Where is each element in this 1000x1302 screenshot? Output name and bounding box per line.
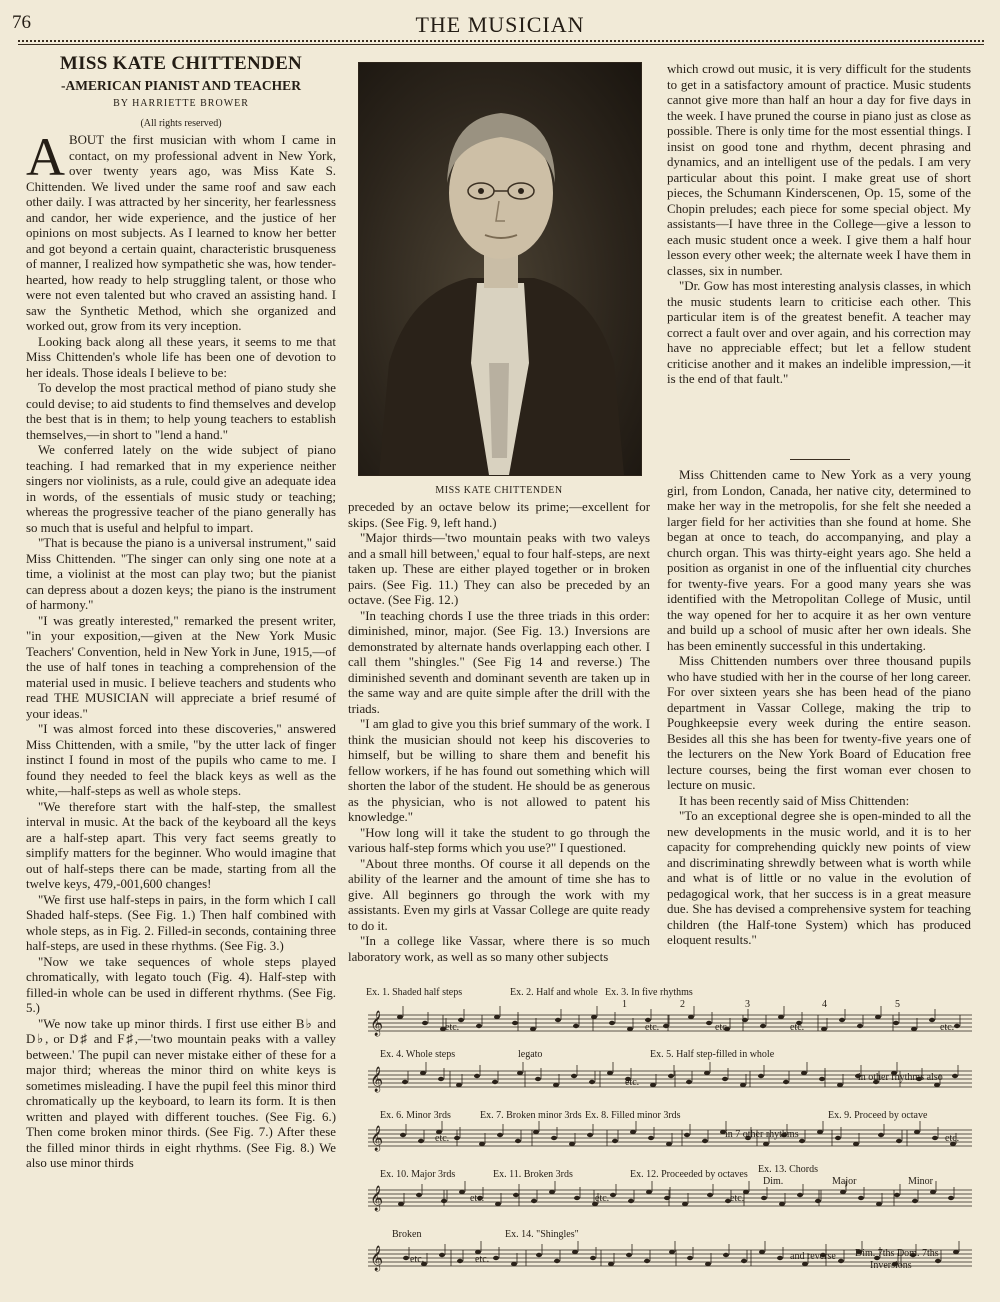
ex3-label: Ex. 3. In five rhythms: [605, 987, 693, 998]
etc-mark: etc.: [715, 1022, 730, 1033]
note-head: [569, 1142, 575, 1146]
note-head: [839, 1018, 845, 1022]
note-head: [704, 1071, 710, 1075]
note-head: [495, 1202, 501, 1206]
paragraph: To develop the most practical method of piano study she could devise; to aid students to find themselves and develop the best that is in them; to help young teachers to establish themselves,—in short to "lend a hand.": [26, 381, 336, 442]
note-head: [587, 1133, 593, 1137]
paragraph: Miss Chittenden came to New York as a very young girl, from London, Canada, her native city, determined to make her way in the metropolis, for she felt she needed a larger field for her activities than she found at home. She began at once to teach, do accompanying, and play a church organ. This was thirty-eight years ago. She held a position as organist in one of the influential city churches for twenty-five years. For a good many years she was identified with the Metropolitan College of Music, until the way opened for her to acquire it as her own venture and build up a school of music after her own ideals. She has been eminently successful in this undertaking.: [667, 468, 971, 653]
note-head: [553, 1083, 559, 1087]
note-head: [571, 1074, 577, 1078]
note-head: [589, 1080, 595, 1084]
music-notes: [397, 1006, 960, 1266]
note-head: [422, 1021, 428, 1025]
note-head: [646, 1190, 652, 1194]
paragraph: "In a college like Vassar, where there is so much laboratory work, as well as so many other subjects: [348, 934, 650, 964]
note-head: [608, 1262, 614, 1266]
note-head: [777, 1256, 783, 1260]
note-head: [439, 1253, 445, 1257]
column-3: [667, 62, 971, 388]
note-head: [783, 1080, 789, 1084]
note-head: [494, 1015, 500, 1019]
etc-mark: etc.: [790, 1022, 805, 1033]
note-head: [612, 1139, 618, 1143]
ex5-label: Ex. 5. Half step-filled in whole: [650, 1049, 775, 1060]
note-head: [573, 1024, 579, 1028]
note-head: [668, 1074, 674, 1078]
major-label: Major: [832, 1176, 857, 1187]
paragraph: "We first use half-steps in pairs, in the form which I call Shaded half-steps. (See Fig. 1.) Then half combined with whole steps, as in Fig. 2. Filled-in seconds, containing three half-steps, are used in these rhythms. (See Fig. 3.): [26, 892, 336, 953]
etc-mark: etc.: [625, 1077, 640, 1088]
note-head: [929, 1018, 935, 1022]
column-1: [26, 53, 336, 1172]
note-head: [492, 1080, 498, 1084]
note-head: [799, 1139, 805, 1143]
rhythm-3: 3: [745, 999, 750, 1010]
treble-clef: 𝄞: [370, 1066, 384, 1091]
page-number: 76: [12, 12, 31, 33]
note-head: [438, 1077, 444, 1081]
note-head: [705, 1262, 711, 1266]
note-head: [609, 1021, 615, 1025]
note-head: [932, 1136, 938, 1140]
byline: BY HARRIETTE BROWER: [113, 98, 249, 109]
note-head: [454, 1136, 460, 1140]
note-head: [398, 1202, 404, 1206]
note-head: [644, 1259, 650, 1263]
note-head: [551, 1136, 557, 1140]
note-head: [397, 1015, 403, 1019]
note-head: [650, 1083, 656, 1087]
note-head: [878, 1133, 884, 1137]
note-head: [952, 1074, 958, 1078]
note-head: [686, 1080, 692, 1084]
note-head: [896, 1139, 902, 1143]
note-head: [497, 1133, 503, 1137]
etc-mark: etc.: [730, 1193, 745, 1204]
note-head: [610, 1193, 616, 1197]
note-head: [515, 1139, 521, 1143]
paragraph: It has been recently said of Miss Chittenden:: [679, 793, 910, 808]
note-head: [702, 1139, 708, 1143]
note-head: [549, 1190, 555, 1194]
etc-mark: etc.: [595, 1193, 610, 1204]
paragraph: We conferred lately on the wide subject of piano teaching. I had remarked that in my experience neither singers nor violinists, as a rule, could give an adequate idea in words, of the essentials of music study or teaching; whereas the progressive teacher of the piano generally has so much that is useful and helpful to impart.: [26, 443, 336, 535]
header-rule: [18, 40, 984, 42]
note-head: [840, 1190, 846, 1194]
ex6-label: Ex. 6. Minor 3rds: [380, 1110, 451, 1121]
note-head: [669, 1250, 675, 1254]
note-head: [630, 1130, 636, 1134]
note-head: [742, 1018, 748, 1022]
ex4-label: Ex. 4. Whole steps: [380, 1049, 456, 1060]
rhythm-5: 5: [895, 999, 900, 1010]
note-head: [758, 1074, 764, 1078]
note-head: [626, 1253, 632, 1257]
note-head: [517, 1071, 523, 1075]
note-head: [707, 1193, 713, 1197]
etc-mark: etc.: [410, 1254, 425, 1265]
note-head: [535, 1077, 541, 1081]
note-head: [664, 1196, 670, 1200]
note-head: [893, 1021, 899, 1025]
note-head: [420, 1071, 426, 1075]
note-head: [914, 1130, 920, 1134]
note-head: [802, 1262, 808, 1266]
etc-mark: etc.: [645, 1022, 660, 1033]
photo-caption: MISS KATE CHITTENDEN: [435, 485, 563, 496]
note-head: [555, 1018, 561, 1022]
note-head: [954, 1024, 960, 1028]
note-head: [912, 1199, 918, 1203]
note-head: [418, 1139, 424, 1143]
note-head: [875, 1015, 881, 1019]
music-labels: [366, 987, 959, 1271]
paragraph: "Dr. Gow has most interesting analysis classes, in which the music students learn to criticise each other. This particular item is of the greatest benefit. A teacher may correct a fault over and over again, and his correction may have no appreciable effect; but let a fellow student criticise another and it makes an indelible impression,—it is the end of that fault.": [667, 279, 971, 386]
rhythm-4: 4: [822, 999, 827, 1010]
note-head: [797, 1193, 803, 1197]
note-head: [474, 1074, 480, 1078]
note-head: [819, 1077, 825, 1081]
note-head: [531, 1199, 537, 1203]
paragraph: Miss Chittenden numbers over three thousand pupils who have studied with her in the course of her long career. For over sixteen years she has been head of the piano department in Vassar College, making the trip to Poughkeepsie every week during the entire season. Besides all this she has been for twenty-five years one of the lecturers on the New York Board of Education free lecture courses, being the first woman ever chosen to lecture on music.: [667, 654, 971, 792]
paragraph: Looking back along all these years, it seems to me that Miss Chittenden's whole life has been one of devotion to her ideals. Those ideals I believe to be:: [26, 334, 336, 380]
sevenths-label: Dim. 7ths Dom. 7ths: [855, 1248, 939, 1259]
note-head: [476, 1024, 482, 1028]
paragraph: "How long will it take the student to go through the various half-step forms which you use?" I questioned.: [348, 825, 650, 855]
treble-clef: 𝄞: [370, 1245, 384, 1270]
note-head: [857, 1024, 863, 1028]
ex8-label: Ex. 8. Filled minor 3rds: [585, 1110, 681, 1121]
note-head: [815, 1199, 821, 1203]
other-rhythms-label: in other rhythms also: [858, 1072, 943, 1083]
ex10-label: Ex. 10. Major 3rds: [380, 1169, 456, 1180]
note-head: [400, 1133, 406, 1137]
note-head: [416, 1193, 422, 1197]
note-head: [441, 1199, 447, 1203]
reverse-label: and reverse: [790, 1251, 836, 1262]
note-head: [763, 1142, 769, 1146]
note-head: [876, 1202, 882, 1206]
note-head: [554, 1259, 560, 1263]
note-head: [572, 1250, 578, 1254]
ex11-label: Ex. 11. Broken 3rds: [493, 1169, 573, 1180]
note-head: [607, 1071, 613, 1075]
ex7-label: Ex. 7. Broken minor 3rds: [480, 1110, 582, 1121]
note-head: [858, 1196, 864, 1200]
music-examples: [360, 985, 980, 1290]
note-head: [778, 1015, 784, 1019]
note-head: [930, 1190, 936, 1194]
note-head: [493, 1256, 499, 1260]
note-head: [934, 1083, 940, 1087]
note-head: [590, 1256, 596, 1260]
paragraph: "We now take up minor thirds. I first use either B♭ and D♭, or D♯ and F♯,—'two mountain peaks with a valley between.' The pupil can never mistake either of these for a major third; whereas the minor third on white keys is sometimes misleading. I have the pupil feel this minor third chromatically up the keyboard, to learn its form. It is then written and played with different touches. (See Fig. 6.) Then come broken minor thirds. (See Fig. 7.) After these the filled minor thirds in eight rhythms. (See Fig. 8.) We also use minor thirds: [26, 1016, 336, 1170]
note-head: [722, 1077, 728, 1081]
column-2: [348, 500, 650, 965]
note-head: [533, 1130, 539, 1134]
paragraph: preceded by an octave below its prime;—excellent for skips. (See Fig. 9, left hand.): [348, 500, 650, 530]
note-head: [684, 1133, 690, 1137]
treble-clef: 𝄞: [370, 1010, 384, 1035]
note-head: [801, 1071, 807, 1075]
note-head: [402, 1080, 408, 1084]
paragraph: "Now we take sequences of whole steps played chromatically, with legato touch (Fig. 4). Half-step with filled-in whole can be used in different rhythms. (See Fig. 5.): [26, 954, 336, 1015]
note-head: [457, 1259, 463, 1263]
treble-clef: 𝄞: [370, 1125, 384, 1150]
ex9-label: Ex. 9. Proceed by octave: [828, 1110, 928, 1121]
note-head: [759, 1250, 765, 1254]
paragraph: "We therefore start with the half-step, the smallest interval in music. At the back of the keyboard all the keys are a half-step apart. This very fact seems greatly to simplify matters for the beginner. Who would imagine that out of half-steps there can be made, starting from all the twelve keys, 479,-001,600 changes!: [26, 799, 336, 891]
note-head: [835, 1136, 841, 1140]
note-head: [911, 1027, 917, 1031]
inversions-label: Inversions: [870, 1260, 912, 1271]
note-head: [403, 1256, 409, 1260]
dim-label: Dim.: [763, 1176, 784, 1187]
ex13-label: Ex. 13. Chords: [758, 1164, 818, 1175]
portrait-illustration: [359, 63, 641, 475]
note-head: [530, 1027, 536, 1031]
ex14-label: Ex. 14. "Shingles": [505, 1229, 579, 1240]
paragraph: "I was almost forced into these discoveries," answered Miss Chittenden, with a smile, "by the utter lack of finger instinct I found in most of the pupils who came to me. I found they needed to feel the black keys as well as the white,—half-steps as well as whole steps.: [26, 722, 336, 798]
note-head: [706, 1021, 712, 1025]
note-head: [511, 1262, 517, 1266]
etc-mark: etc.: [940, 1022, 955, 1033]
etc-mark: etc.: [435, 1133, 450, 1144]
drop-cap: A: [26, 127, 65, 187]
note-head: [666, 1142, 672, 1146]
paragraph: "About three months. Of course it all depends on the ability of the learner and the amount of time she has to give. All beginners go through the work with my assistants. Even my girls at Vassar College are quite ready to do it.: [348, 856, 650, 933]
rhythm-2: 2: [680, 999, 685, 1010]
note-head: [648, 1136, 654, 1140]
paragraph: "In teaching chords I use the three triads in this order: diminished, minor, major. (See Fig. 13.) Inversions are demonstrated by alternate hands overlapping each other. I call them "shingles." (See Fig 14 and reverse.) The diminished seventh and dominant seventh are taken up in the same way and are quite simple after the drill with the triads.: [348, 608, 650, 716]
note-head: [853, 1142, 859, 1146]
ex2-label: Ex. 2. Half and whole: [510, 987, 598, 998]
note-head: [688, 1015, 694, 1019]
note-head: [574, 1196, 580, 1200]
note-head: [513, 1193, 519, 1197]
minor-label: Minor: [908, 1176, 933, 1187]
broken-label: Broken: [392, 1229, 422, 1240]
note-head: [894, 1193, 900, 1197]
legato-label: legato: [518, 1049, 543, 1060]
note-head: [779, 1202, 785, 1206]
paragraph: "I am glad to give you this brief summary of the work. I think the musician should not keep his discoveries to himself, but be willing to share them and benefit his fellow workers, if he has found out something which will shorten the labor of the student. He should be as generous as the physician, who is not allowed to patent his knowledge.": [348, 717, 650, 824]
portrait-photo: [358, 62, 642, 476]
paragraph: "That is because the piano is a universal instrument," said Miss Chittenden. "The singer can only sing one note at a time, a violinist at the most can play two; but the pianist can depress about a dozen keys; the piano is the instrument of harmony.": [26, 536, 336, 612]
note-head: [459, 1190, 465, 1194]
paragraph: "Major thirds—'two mountain peaks with two valeys and a small hill between,' equal to four half-steps, are next taken up. These are either played together or in broken pairs. (See Fig. 11.) They can also be preceded by an octave. (See Fig. 12.): [348, 531, 650, 607]
seven-rhythms-label: in 7 other rhythms: [725, 1129, 799, 1140]
paragraph: which crowd out music, it is very difficult for the students to get in a satisfactory amount of practice. Music students cannot give more than half an hour a day for five days in the week. I have pruned the course in piano just as close as possible. There is only time for the most essential things. I insist on good tone and rhythm, decent phrasing and dynamics, and an intelligent use of the pedals. I am very particular about this point. I make great use of short pieces, the Schumann Kinderscenen, Op. 15, some of the Chopin preludes; each piece for some special object. My assistants—I have three in the College—give a lesson to each music student once a week. I give them a half hour lesson every other week; the alternate week I have them in classes, six in number.: [667, 62, 971, 278]
ex1-label: Ex. 1. Shaded half steps: [366, 987, 463, 998]
note-head: [536, 1253, 542, 1257]
note-head: [723, 1253, 729, 1257]
note-head: [479, 1142, 485, 1146]
note-head: [935, 1259, 941, 1263]
note-head: [628, 1199, 634, 1203]
note-head: [817, 1130, 823, 1134]
note-head: [837, 1083, 843, 1087]
masthead: THE MUSICIAN: [415, 12, 585, 37]
note-head: [821, 1027, 827, 1031]
etc-mark: etc.: [945, 1133, 960, 1144]
paragraph: "I was greatly interested," remarked the present writer, "in your exposition,—given at the New York Music Teachers' Convention, held in New York in June, 1915,—of the use of half tones in teaching a comprehension of the material used in music. I believe teachers and students who read THE MUSICIAN will appreciate a brief resumé of your ideas.": [26, 613, 336, 721]
note-head: [512, 1021, 518, 1025]
note-head: [456, 1083, 462, 1087]
section-divider: [790, 459, 850, 460]
note-head: [663, 1024, 669, 1028]
rights-note: (All rights reserved): [140, 117, 222, 129]
note-head: [838, 1259, 844, 1263]
note-head: [687, 1256, 693, 1260]
paragraph: "To an exceptional degree she is open-minded to all the new developments in the music world, and it is to her capacity for comprehending quickly new points of view and discriminating shrewdly between what is worth while and what is of little or no value in the evolution of pedagogical work, that her success is in a great measure due. She has devised a comprehensive system for teaching children (the Half-tone System) which has produced eloquent results.": [667, 809, 971, 947]
etc-mark: etc.: [470, 1193, 485, 1204]
etc-mark: etc.: [475, 1254, 490, 1265]
paragraph: ABOUT the first musician with whom I came in contact, on my professional advent in New York, over twenty years ago, was Miss Kate S. Chittenden. We lived under the same roof and saw each other daily. I was attracted by her sincerity, her fearlessness and candor, her wide experience, and the justice of her opinions on most subjects. As I learned to know her better and got beyond a certain quaint, characteristic brusqueness of manner, I realized how sympathetic she was, how tender-hearted, how ready to help struggling talent, or those who were not even talented but who craved an assisting hand. I saw the Synthetic Method, which she organized and worked out, grow from its very inception.: [26, 127, 336, 333]
note-head: [627, 1027, 633, 1031]
header-rule-thin: [18, 44, 984, 45]
note-head: [761, 1196, 767, 1200]
etc-mark: etc.: [445, 1022, 460, 1033]
note-head: [682, 1202, 688, 1206]
article-title: MISS KATE CHITTENDEN: [59, 53, 303, 74]
note-head: [741, 1259, 747, 1263]
treble-clef: 𝄞: [370, 1185, 384, 1210]
note-head: [591, 1015, 597, 1019]
note-head: [760, 1024, 766, 1028]
article-subtitle: -AMERICAN PIANIST AND TEACHER: [61, 77, 301, 93]
note-head: [948, 1196, 954, 1200]
note-head: [740, 1083, 746, 1087]
rhythm-1: 1: [622, 999, 627, 1010]
column-3-continued: [667, 468, 971, 949]
ex12-label: Ex. 12. Proceeded by octaves: [630, 1169, 748, 1180]
note-head: [953, 1250, 959, 1254]
